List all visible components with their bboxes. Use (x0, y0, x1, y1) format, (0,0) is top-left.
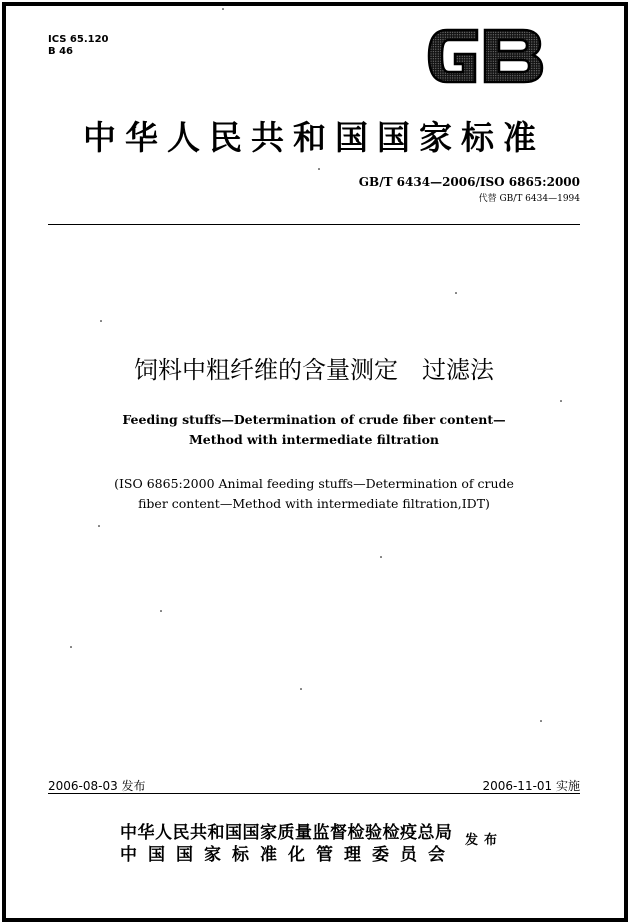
english-title-line2: Method with intermediate filtration (188, 432, 440, 447)
scan-speck (300, 688, 302, 690)
ccs-code: B 46 (48, 46, 74, 57)
iso-reference-line2: fiber content—Method with intermediate filtration,IDT) (138, 496, 490, 511)
ics-classification (48, 34, 109, 58)
scan-speck (222, 8, 224, 10)
national-standard-title: 中华人民共和国国家标准 (83, 118, 545, 157)
english-title (0, 410, 628, 450)
standard-number (359, 175, 580, 189)
publish-date: 2006-08-03 发布 (48, 779, 146, 793)
scan-speck (540, 720, 542, 722)
issue-label: 发布 (465, 833, 504, 848)
scan-speck (380, 556, 382, 558)
footer-divider (48, 793, 580, 794)
standard-number-text: GB/T 6434—2006/ISO 6865:2000 (358, 175, 580, 189)
issuer-sac: 中国国家标准化管理委员会 (120, 845, 456, 865)
iso-reference-line1: (ISO 6865:2000 Animal feeding stuffs—Determination of crude (114, 476, 514, 491)
header-divider (48, 224, 580, 225)
gb-logo (425, 24, 545, 88)
scan-speck (98, 525, 100, 527)
ics-code: ICS 65.120 (48, 34, 109, 45)
scan-speck (318, 168, 320, 170)
scan-speck (160, 610, 162, 612)
scan-speck (455, 292, 457, 294)
scan-speck (560, 400, 562, 402)
replaces-note: 代替 GB/T 6434—1994 (478, 194, 580, 204)
english-title-line1: Feeding stuffs—Determination of crude fiber content— (122, 412, 506, 427)
implement-date: 2006-11-01 实施 (482, 779, 580, 793)
chinese-title: 饲料中粗纤维的含量测定 过滤法 (134, 356, 494, 384)
issuer-aqsiq: 中华人民共和国国家质量监督检验检疫总局 (120, 823, 453, 843)
scan-speck (100, 320, 102, 322)
scan-speck (70, 646, 72, 648)
iso-reference (0, 474, 628, 514)
